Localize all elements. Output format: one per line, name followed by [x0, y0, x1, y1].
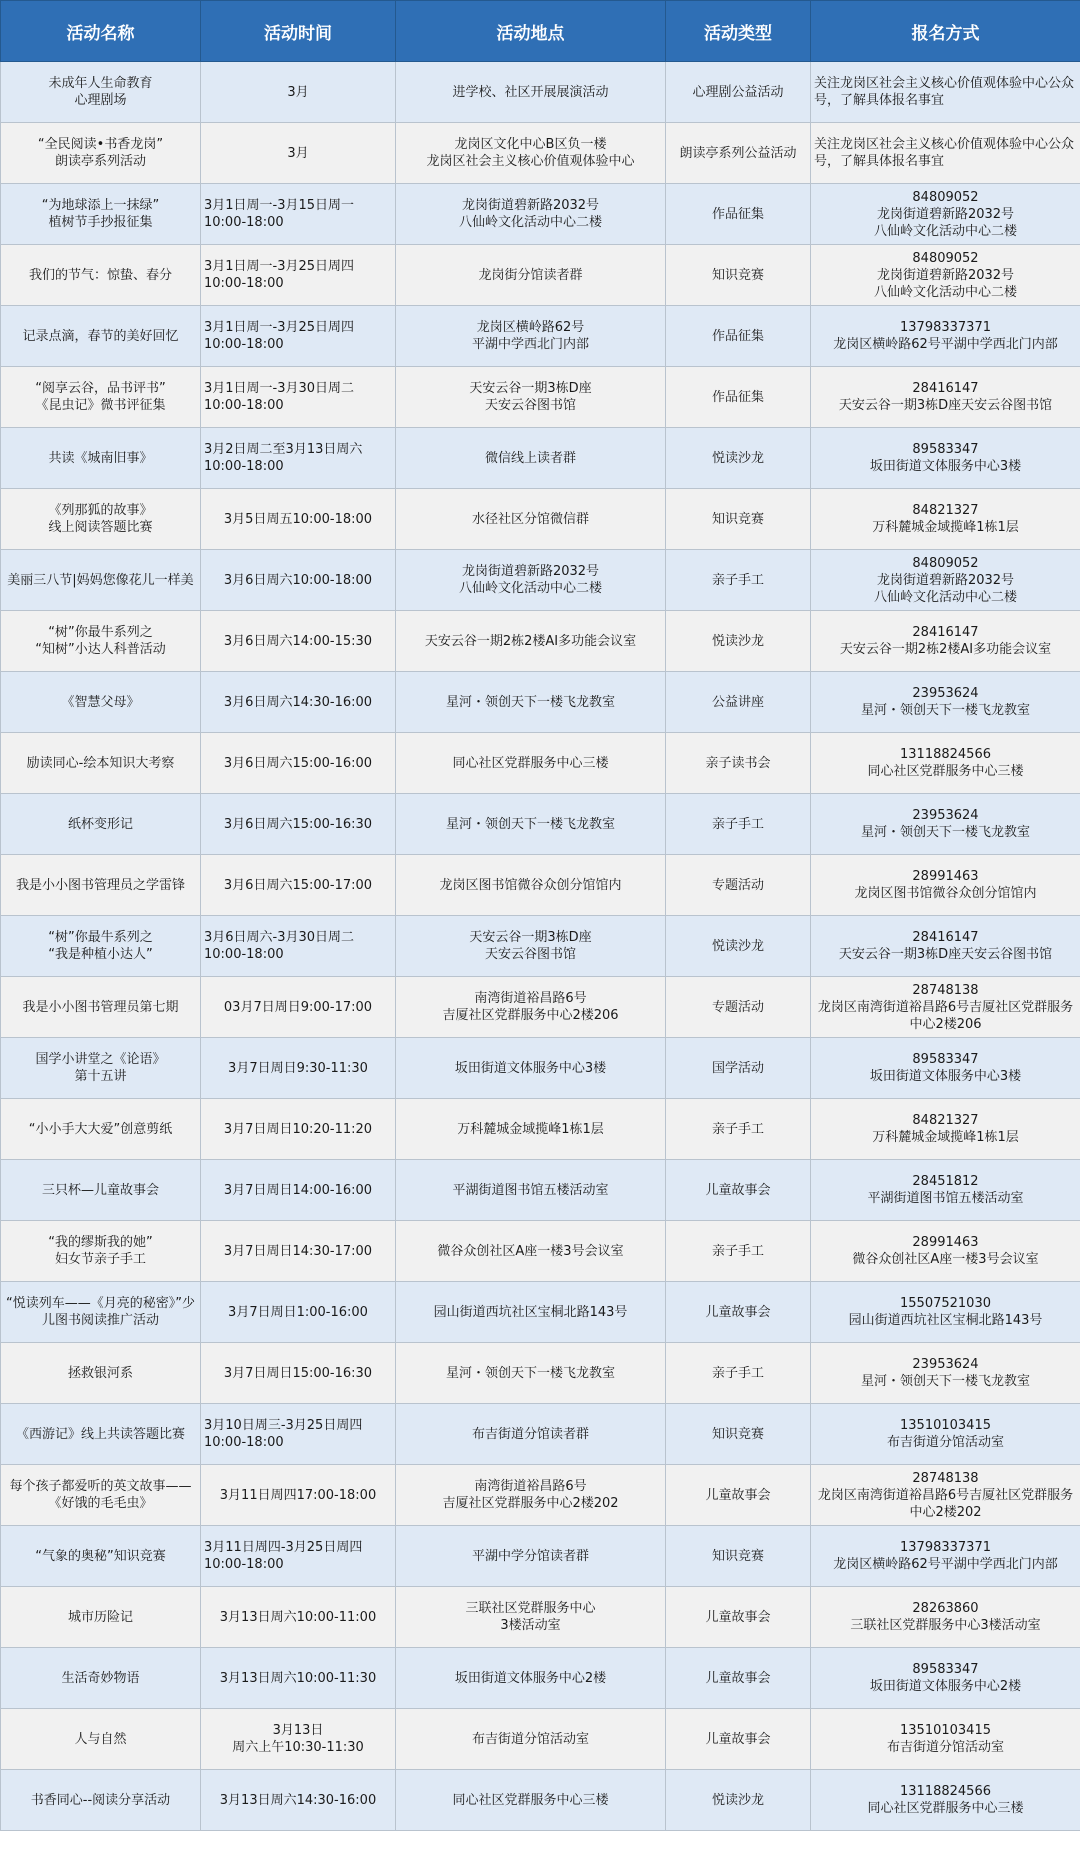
table-row — [1, 672, 1080, 733]
cell-signup-method: 28748138 龙岗区南湾街道裕昌路6号吉厦社区党群服务中心2楼202 — [811, 1465, 1080, 1526]
header-activity-name: 活动名称 — [1, 1, 201, 62]
cell-activity-time: 3月6日周六15:00-17:00 — [201, 855, 396, 916]
cell-activity-type: 儿童故事会 — [666, 1160, 811, 1221]
cell-signup-method: 13510103415 布吉街道分馆活动室 — [811, 1709, 1080, 1770]
cell-activity-time: 3月11日周四17:00-18:00 — [201, 1465, 396, 1526]
table-row — [1, 1709, 1080, 1770]
cell-activity-time: 3月1日周一-3月15日周一 10:00-18:00 — [201, 184, 396, 245]
cell-activity-place: 龙岗街道碧新路2032号 八仙岭文化活动中心二楼 — [396, 550, 666, 611]
table-row — [1, 123, 1080, 184]
cell-activity-type: 儿童故事会 — [666, 1282, 811, 1343]
table-row — [1, 1526, 1080, 1587]
cell-activity-type: 作品征集 — [666, 367, 811, 428]
cell-activity-type: 公益讲座 — [666, 672, 811, 733]
cell-activity-time: 3月11日周四-3月25日周四 10:00-18:00 — [201, 1526, 396, 1587]
cell-activity-type: 亲子手工 — [666, 1343, 811, 1404]
cell-activity-type: 专题活动 — [666, 977, 811, 1038]
cell-activity-type: 悦读沙龙 — [666, 916, 811, 977]
cell-activity-type: 知识竞赛 — [666, 245, 811, 306]
cell-activity-name: “阅享云谷，品书评书” 《昆虫记》微书评征集 — [1, 367, 201, 428]
header-activity-time: 活动时间 — [201, 1, 396, 62]
cell-activity-time: 3月13日周六10:00-11:30 — [201, 1648, 396, 1709]
cell-activity-name: 拯救银河系 — [1, 1343, 201, 1404]
cell-activity-place: 水径社区分馆微信群 — [396, 489, 666, 550]
cell-activity-name: 书香同心--阅读分享活动 — [1, 1770, 201, 1831]
cell-activity-time: 03月7日周日9:00-17:00 — [201, 977, 396, 1038]
cell-activity-place: 坂田街道文体服务中心2楼 — [396, 1648, 666, 1709]
table-row — [1, 733, 1080, 794]
cell-activity-name: “小小手大大爱”创意剪纸 — [1, 1099, 201, 1160]
cell-activity-type: 知识竞赛 — [666, 1404, 811, 1465]
cell-activity-type: 知识竞赛 — [666, 1526, 811, 1587]
cell-activity-name: 纸杯变形记 — [1, 794, 201, 855]
cell-activity-name: 生活奇妙物语 — [1, 1648, 201, 1709]
cell-activity-time: 3月 — [201, 62, 396, 123]
table-row — [1, 550, 1080, 611]
cell-activity-place: 龙岗区横岭路62号 平湖中学西北门内部 — [396, 306, 666, 367]
cell-activity-place: 园山街道西坑社区宝桐北路143号 — [396, 1282, 666, 1343]
cell-signup-method: 28991463 龙岗区图书馆微谷众创分馆馆内 — [811, 855, 1080, 916]
table-row — [1, 1221, 1080, 1282]
cell-activity-type: 悦读沙龙 — [666, 611, 811, 672]
table-row — [1, 428, 1080, 489]
table-row — [1, 245, 1080, 306]
cell-activity-time: 3月1日周一-3月30日周二 10:00-18:00 — [201, 367, 396, 428]
cell-activity-name: 我们的节气：惊蛰、春分 — [1, 245, 201, 306]
cell-activity-time: 3月7日周日14:00-16:00 — [201, 1160, 396, 1221]
cell-activity-place: 三联社区党群服务中心 3楼活动室 — [396, 1587, 666, 1648]
table-row — [1, 1160, 1080, 1221]
cell-signup-method: 28748138 龙岗区南湾街道裕昌路6号吉厦社区党群服务中心2楼206 — [811, 977, 1080, 1038]
cell-signup-method: 13118824566 同心社区党群服务中心三楼 — [811, 1770, 1080, 1831]
cell-activity-place: 同心社区党群服务中心三楼 — [396, 1770, 666, 1831]
cell-signup-method: 28416147 天安云谷一期3栋D座天安云谷图书馆 — [811, 367, 1080, 428]
cell-activity-time: 3月6日周六14:00-15:30 — [201, 611, 396, 672]
cell-activity-time: 3月6日周六10:00-18:00 — [201, 550, 396, 611]
header-row — [1, 1, 1080, 62]
cell-activity-name: “为地球添上一抹绿” 植树节手抄报征集 — [1, 184, 201, 245]
header-activity-place: 活动地点 — [396, 1, 666, 62]
cell-activity-type: 心理剧公益活动 — [666, 62, 811, 123]
cell-signup-method: 13798337371 龙岗区横岭路62号平湖中学西北门内部 — [811, 306, 1080, 367]
cell-activity-place: 星河・领创天下一楼飞龙教室 — [396, 1343, 666, 1404]
table-row — [1, 1465, 1080, 1526]
header-activity-type: 活动类型 — [666, 1, 811, 62]
cell-activity-type: 专题活动 — [666, 855, 811, 916]
cell-activity-time: 3月13日周六14:30-16:00 — [201, 1770, 396, 1831]
header-signup-method: 报名方式 — [811, 1, 1080, 62]
cell-activity-type: 悦读沙龙 — [666, 428, 811, 489]
cell-activity-place: 星河・领创天下一楼飞龙教室 — [396, 672, 666, 733]
cell-signup-method: 13798337371 龙岗区横岭路62号平湖中学西北门内部 — [811, 1526, 1080, 1587]
cell-activity-time: 3月7日周日9:30-11:30 — [201, 1038, 396, 1099]
cell-activity-name: 每个孩子都爱听的英文故事——《好饿的毛毛虫》 — [1, 1465, 201, 1526]
cell-activity-type: 亲子手工 — [666, 1099, 811, 1160]
cell-signup-method: 23953624 星河・领创天下一楼飞龙教室 — [811, 794, 1080, 855]
cell-activity-time: 3月6日周六15:00-16:00 — [201, 733, 396, 794]
table-row — [1, 1770, 1080, 1831]
cell-activity-name: 国学小讲堂之《论语》 第十五讲 — [1, 1038, 201, 1099]
cell-activity-name: 美丽三八节|妈妈您像花儿一样美 — [1, 550, 201, 611]
cell-activity-type: 知识竞赛 — [666, 489, 811, 550]
cell-activity-time: 3月2日周二至3月13日周六 10:00-18:00 — [201, 428, 396, 489]
table-row — [1, 1587, 1080, 1648]
cell-activity-place: 同心社区党群服务中心三楼 — [396, 733, 666, 794]
cell-activity-type: 作品征集 — [666, 306, 811, 367]
cell-activity-name: 《智慧父母》 — [1, 672, 201, 733]
cell-activity-time: 3月 — [201, 123, 396, 184]
cell-activity-type: 儿童故事会 — [666, 1648, 811, 1709]
cell-activity-name: 城市历险记 — [1, 1587, 201, 1648]
cell-activity-type: 作品征集 — [666, 184, 811, 245]
table-row — [1, 1038, 1080, 1099]
cell-activity-type: 亲子手工 — [666, 550, 811, 611]
cell-activity-time: 3月10日周三-3月25日周四 10:00-18:00 — [201, 1404, 396, 1465]
cell-activity-place: 天安云谷一期3栋D座 天安云谷图书馆 — [396, 367, 666, 428]
cell-activity-place: 平湖中学分馆读者群 — [396, 1526, 666, 1587]
table-row — [1, 1099, 1080, 1160]
cell-signup-method: 28991463 微谷众创社区A座一楼3号会议室 — [811, 1221, 1080, 1282]
cell-signup-method: 28416147 天安云谷一期2栋2楼AI多功能会议室 — [811, 611, 1080, 672]
cell-activity-place: 南湾街道裕昌路6号 吉厦社区党群服务中心2楼202 — [396, 1465, 666, 1526]
cell-activity-place: 万科麓城金域揽峰1栋1层 — [396, 1099, 666, 1160]
cell-signup-method: 15507521030 园山街道西坑社区宝桐北路143号 — [811, 1282, 1080, 1343]
cell-activity-name: 共读《城南旧事》 — [1, 428, 201, 489]
table-row — [1, 855, 1080, 916]
cell-activity-place: 天安云谷一期3栋D座 天安云谷图书馆 — [396, 916, 666, 977]
cell-activity-name: 人与自然 — [1, 1709, 201, 1770]
table-row — [1, 306, 1080, 367]
cell-activity-name: 三只杯—儿童故事会 — [1, 1160, 201, 1221]
cell-activity-time: 3月1日周一-3月25日周四 10:00-18:00 — [201, 245, 396, 306]
table-body — [1, 62, 1080, 1831]
cell-activity-type: 悦读沙龙 — [666, 1770, 811, 1831]
cell-activity-type: 朗读亭系列公益活动 — [666, 123, 811, 184]
cell-signup-method: 84821327 万科麓城金域揽峰1栋1层 — [811, 489, 1080, 550]
table-row — [1, 977, 1080, 1038]
cell-signup-method: 84821327 万科麓城金域揽峰1栋1层 — [811, 1099, 1080, 1160]
cell-activity-place: 布吉街道分馆活动室 — [396, 1709, 666, 1770]
table-row — [1, 1404, 1080, 1465]
cell-activity-time: 3月6日周六15:00-16:30 — [201, 794, 396, 855]
cell-activity-type: 亲子读书会 — [666, 733, 811, 794]
cell-activity-name: 未成年人生命教育 心理剧场 — [1, 62, 201, 123]
cell-signup-method: 关注龙岗区社会主义核心价值观体验中心公众号，了解具体报名事宜 — [811, 62, 1080, 123]
cell-activity-type: 亲子手工 — [666, 794, 811, 855]
cell-activity-name: 励读同心-绘本知识大考察 — [1, 733, 201, 794]
cell-activity-time: 3月5日周五10:00-18:00 — [201, 489, 396, 550]
table-row — [1, 367, 1080, 428]
cell-activity-type: 国学活动 — [666, 1038, 811, 1099]
cell-signup-method: 28263860 三联社区党群服务中心3楼活动室 — [811, 1587, 1080, 1648]
cell-activity-name: “树”你最牛系列之 “知树”小达人科普活动 — [1, 611, 201, 672]
cell-signup-method: 13510103415 布吉街道分馆活动室 — [811, 1404, 1080, 1465]
cell-activity-place: 微信线上读者群 — [396, 428, 666, 489]
cell-signup-method: 84809052 龙岗街道碧新路2032号 八仙岭文化活动中心二楼 — [811, 245, 1080, 306]
cell-activity-time: 3月7日周日10:20-11:20 — [201, 1099, 396, 1160]
cell-activity-place: 布吉街道分馆读者群 — [396, 1404, 666, 1465]
cell-activity-place: 微谷众创社区A座一楼3号会议室 — [396, 1221, 666, 1282]
table-row — [1, 611, 1080, 672]
cell-activity-time: 3月6日周六14:30-16:00 — [201, 672, 396, 733]
cell-signup-method: 关注龙岗区社会主义核心价值观体验中心公众号，了解具体报名事宜 — [811, 123, 1080, 184]
cell-activity-time: 3月7日周日1:00-16:00 — [201, 1282, 396, 1343]
cell-activity-name: 我是小小图书管理员第七期 — [1, 977, 201, 1038]
cell-activity-name: “树”你最牛系列之 “我是种植小达人” — [1, 916, 201, 977]
cell-activity-place: 龙岗区图书馆微谷众创分馆馆内 — [396, 855, 666, 916]
cell-activity-time: 3月7日周日15:00-16:30 — [201, 1343, 396, 1404]
cell-activity-place: 南湾街道裕昌路6号 吉厦社区党群服务中心2楼206 — [396, 977, 666, 1038]
cell-activity-time: 3月6日周六-3月30日周二 10:00-18:00 — [201, 916, 396, 977]
table-row — [1, 1648, 1080, 1709]
cell-signup-method: 23953624 星河・领创天下一楼飞龙教室 — [811, 672, 1080, 733]
cell-activity-place: 平湖街道图书馆五楼活动室 — [396, 1160, 666, 1221]
cell-signup-method: 84809052 龙岗街道碧新路2032号 八仙岭文化活动中心二楼 — [811, 550, 1080, 611]
cell-activity-name: 我是小小图书管理员之学雷锋 — [1, 855, 201, 916]
table-row — [1, 916, 1080, 977]
cell-activity-time: 3月7日周日14:30-17:00 — [201, 1221, 396, 1282]
table-row — [1, 62, 1080, 123]
cell-signup-method: 89583347 坂田街道文体服务中心2楼 — [811, 1648, 1080, 1709]
cell-activity-name: “我的缪斯我的她” 妇女节亲子手工 — [1, 1221, 201, 1282]
cell-activity-name: 《西游记》线上共读答题比赛 — [1, 1404, 201, 1465]
cell-activity-place: 龙岗区文化中心B区负一楼 龙岗区社会主义核心价值观体验中心 — [396, 123, 666, 184]
cell-activity-name: “悦读列车——《月亮的秘密》”少儿图书阅读推广活动 — [1, 1282, 201, 1343]
table-row — [1, 184, 1080, 245]
cell-signup-method: 13118824566 同心社区党群服务中心三楼 — [811, 733, 1080, 794]
cell-activity-time: 3月13日 周六上午10:30-11:30 — [201, 1709, 396, 1770]
cell-activity-place: 龙岗街分馆读者群 — [396, 245, 666, 306]
table-header — [1, 1, 1080, 62]
cell-signup-method: 84809052 龙岗街道碧新路2032号 八仙岭文化活动中心二楼 — [811, 184, 1080, 245]
cell-activity-name: 记录点滴，春节的美好回忆 — [1, 306, 201, 367]
cell-signup-method: 23953624 星河・领创天下一楼飞龙教室 — [811, 1343, 1080, 1404]
cell-activity-place: 龙岗街道碧新路2032号 八仙岭文化活动中心二楼 — [396, 184, 666, 245]
cell-signup-method: 28416147 天安云谷一期3栋D座天安云谷图书馆 — [811, 916, 1080, 977]
cell-signup-method: 89583347 坂田街道文体服务中心3楼 — [811, 1038, 1080, 1099]
table-row — [1, 489, 1080, 550]
cell-activity-name: “全民阅读•书香龙岗” 朗读亭系列活动 — [1, 123, 201, 184]
table-row — [1, 794, 1080, 855]
cell-activity-place: 天安云谷一期2栋2楼AI多功能会议室 — [396, 611, 666, 672]
cell-activity-type: 亲子手工 — [666, 1221, 811, 1282]
cell-activity-name: “气象的奥秘”知识竞赛 — [1, 1526, 201, 1587]
cell-signup-method: 89583347 坂田街道文体服务中心3楼 — [811, 428, 1080, 489]
cell-activity-place: 进学校、社区开展展演活动 — [396, 62, 666, 123]
cell-activity-type: 儿童故事会 — [666, 1587, 811, 1648]
cell-activity-type: 儿童故事会 — [666, 1465, 811, 1526]
cell-activity-type: 儿童故事会 — [666, 1709, 811, 1770]
cell-activity-time: 3月1日周一-3月25日周四 10:00-18:00 — [201, 306, 396, 367]
cell-activity-place: 星河・领创天下一楼飞龙教室 — [396, 794, 666, 855]
table-row — [1, 1282, 1080, 1343]
cell-signup-method: 28451812 平湖街道图书馆五楼活动室 — [811, 1160, 1080, 1221]
table-row — [1, 1343, 1080, 1404]
cell-activity-name: 《列那狐的故事》 线上阅读答题比赛 — [1, 489, 201, 550]
cell-activity-time: 3月13日周六10:00-11:00 — [201, 1587, 396, 1648]
cell-activity-place: 坂田街道文体服务中心3楼 — [396, 1038, 666, 1099]
